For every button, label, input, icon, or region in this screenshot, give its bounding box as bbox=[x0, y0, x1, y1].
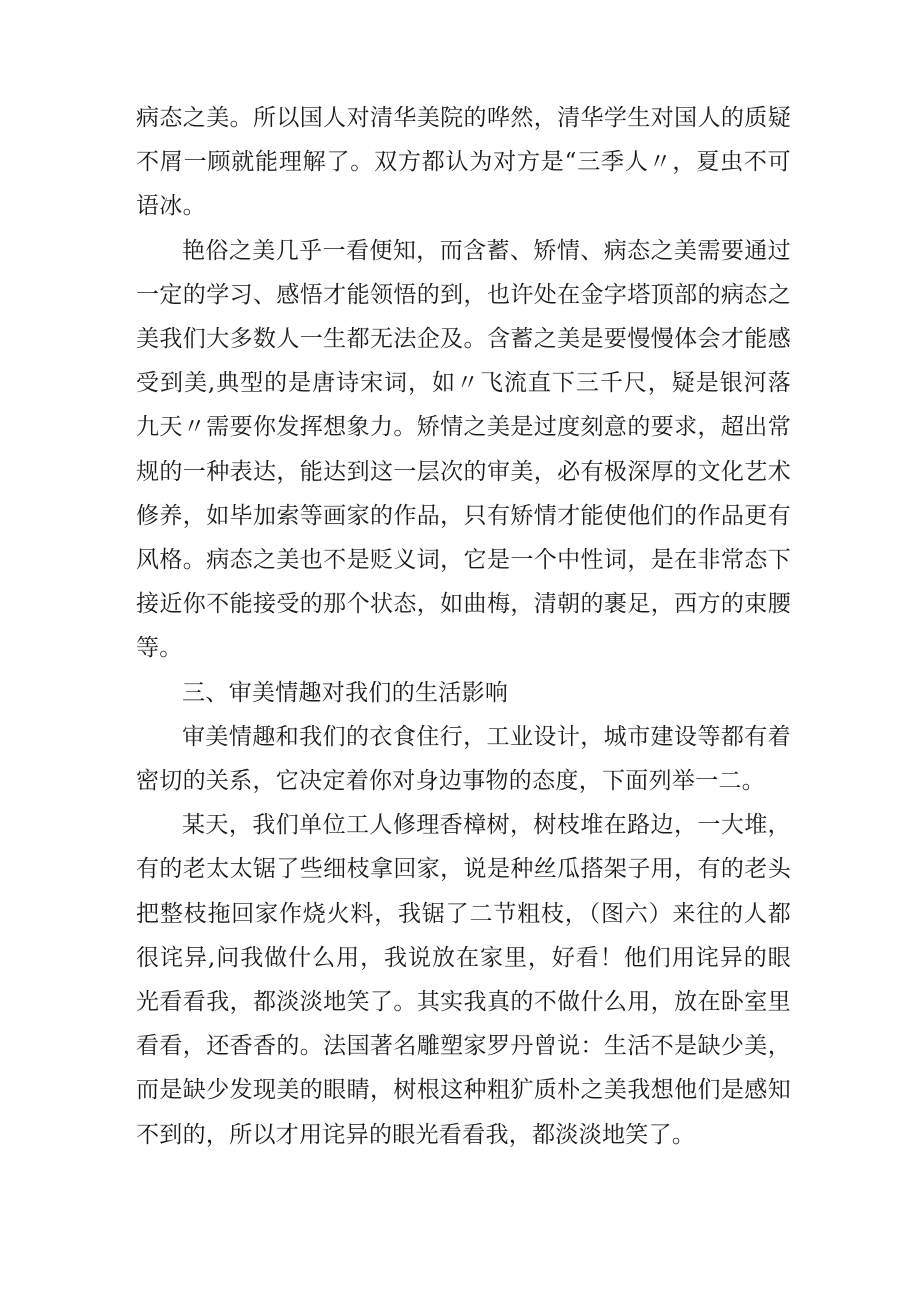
paragraph-camphor-tree-story: 某天，我们单位工人修理香樟树，树枝堆在路边，一大堆，有的老太太锯了些细枝拿回家，说是种丝瓜搭架子用，有的老头把整枝拖回家作烧火料，我锯了二节粗枝，（图六）来往的人都很诧异,问我做什么用，我说放在家里，好看！他们用诧异的眼光看看我，都淡淡地笑了。其实我真的不做什么用，放在卧室里看看，还香香的。法国著名雕塑家罗丹曾说：生活不是缺少美，而是缺少发现美的眼睛，树根这种粗犷质朴之美我想他们是感知不到的，所以才用诧异的眼光看看我，都淡淡地笑了。 bbox=[136, 812, 791, 1148]
paragraph-beauty-types: 艳俗之美几乎一看便知，而含蓄、矫情、病态之美需要通过一定的学习、感悟才能领悟的到，也许处在金字塔顶部的病态之美我们大多数人一生都无法企及。含蓄之美是要慢慢体会才能感受到美,典型的是唐诗宋词，如〃飞流直下三千尺，疑是银河落九天〃需要你发挥想象力。矫情之美是过度刻意的要求，超出常规的一种表达，能达到这一层次的审美，必有极深厚的文化艺术修养，如毕加索等画家的作品，只有矫情才能使他们的作品更有风格。病态之美也不是贬义词，它是一个中性词，是在非常态下接近你不能接受的那个状态，如曲梅，清朝的裹足，西方的束腰等。 bbox=[136, 237, 791, 662]
paragraph-continuation: 病态之美。所以国人对清华美院的哗然，清华学生对国人的质疑不屑一顾就能理解了。双方都认为对方是“三季人〃，夏虫不可语冰。 bbox=[136, 105, 791, 220]
section-heading: 三、审美情趣对我们的生活影响 bbox=[182, 679, 509, 706]
document-body bbox=[136, 96, 791, 1157]
paragraph-aesthetic-influence: 审美情趣和我们的衣食住行，工业设计，城市建设等都有着密切的关系，它决定着你对身边事物的态度，下面列举一二。 bbox=[136, 723, 791, 795]
